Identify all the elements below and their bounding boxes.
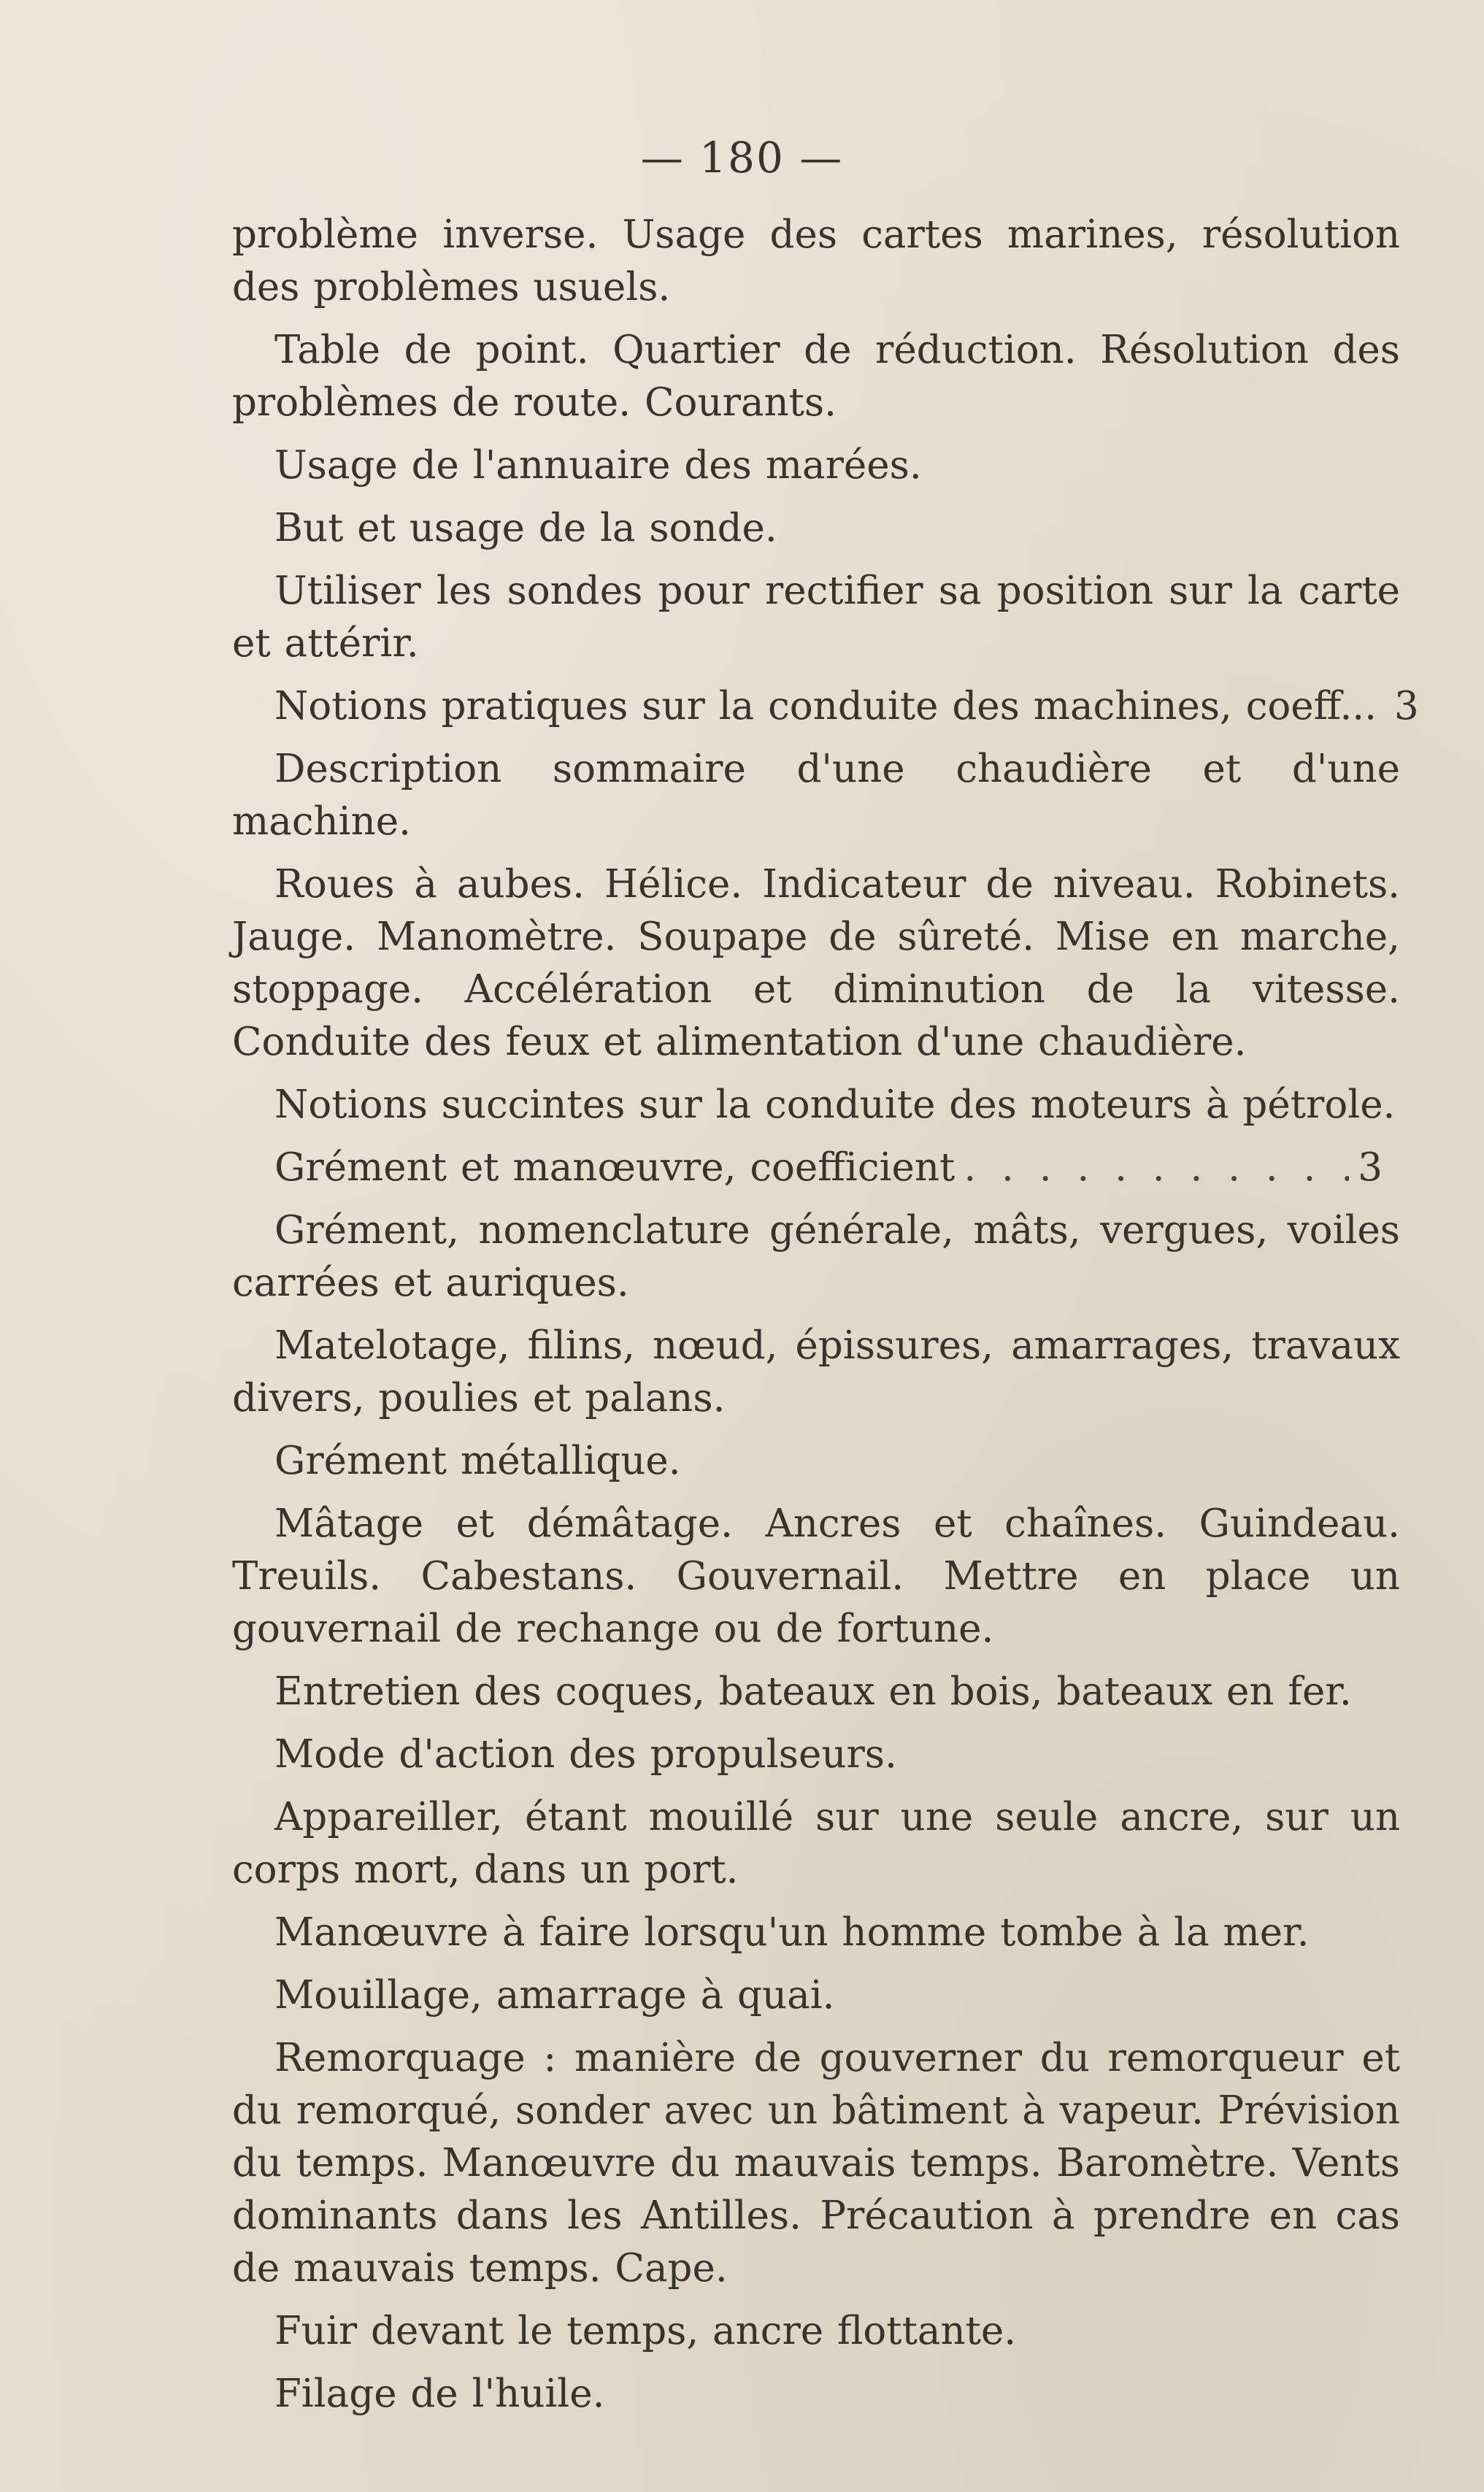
paragraph: Usage de l'annuaire des marées. bbox=[274, 443, 922, 488]
paragraph: Manœuvre à faire lorsqu'un homme tombe à la mer. bbox=[274, 1910, 1310, 1955]
paragraph: Appareiller, étant mouillé sur une seule ancre, sur un corps mort, dans un port. bbox=[232, 1795, 1400, 1892]
paragraph: Mode d'action des propulseurs. bbox=[274, 1732, 897, 1777]
paragraph: Mouillage, amarrage à quai. bbox=[274, 1973, 835, 2018]
paragraph: Matelotage, filins, nœud, épissures, amarrages, travaux divers, poulies et palans. bbox=[232, 1323, 1400, 1420]
section-heading-text: Grément et manœuvre, coefficient bbox=[274, 1145, 956, 1190]
paragraph: Utiliser les sondes pour rectifier sa position sur la carte et attérir. bbox=[232, 569, 1400, 666]
paragraph: Description sommaire d'une chaudière et d'une machine. bbox=[232, 747, 1400, 844]
paragraph: Notions succintes sur la conduite des moteurs à pétrole. bbox=[274, 1082, 1396, 1127]
paragraph: Mâtage et démâtage. Ancres et chaînes. Guindeau. Treuils. Cabestans. Gouvernail. Mettre en place un gouvernail de rechange ou de fortune. bbox=[232, 1501, 1400, 1651]
paragraph: Remorquage : manière de gouverner du remorqueur et du remorqué, sonder avec un bâtiment à vapeur. Prévision du temps. Manœuvre du mauvais temps. Baromètre. Vents dominants dans les Antilles. Précaution à prendre en cas de mauvais temps. Cape. bbox=[232, 2036, 1400, 2291]
paragraph: Table de point. Quartier de réduction. Résolution des problèmes de route. Courants. bbox=[232, 328, 1400, 425]
paragraph: Roues à aubes. Hélice. Indicateur de niveau. Robinets. Jauge. Manomètre. Soupape de sûreté. Mise en marche, stoppage. Accélération et diminution de la vitesse. Conduite des feux et alimentation d'une chaudière. bbox=[232, 862, 1400, 1064]
paragraph: problème inverse. Usage des cartes marines, résolution des problèmes usuels. bbox=[232, 212, 1400, 309]
dot-leader bbox=[964, 1142, 1349, 1194]
paragraph: Entretien des coques, bateaux en bois, bateaux en fer. bbox=[274, 1669, 1352, 1714]
paragraph: Fuir devant le temps, ancre flottante. bbox=[274, 2309, 1017, 2353]
paragraph: Grément, nomenclature générale, mâts, vergues, voiles carrées et auriques. bbox=[232, 1208, 1400, 1305]
coefficient-value: 3 bbox=[1358, 1145, 1383, 1190]
body-text bbox=[232, 209, 1419, 2431]
section-heading-text: Notions pratiques sur la conduite des machines, coeff... bbox=[274, 684, 1377, 728]
paragraph: Filage de l'huile. bbox=[274, 2372, 605, 2416]
paragraph: But et usage de la sonde. bbox=[274, 506, 777, 550]
page-number: — 180 — bbox=[640, 133, 844, 182]
section-heading-machines bbox=[232, 680, 1419, 733]
paragraph: Grément métallique. bbox=[274, 1439, 681, 1483]
coefficient-value: 3 bbox=[1393, 684, 1419, 728]
section-heading-grement bbox=[232, 1142, 1400, 1194]
